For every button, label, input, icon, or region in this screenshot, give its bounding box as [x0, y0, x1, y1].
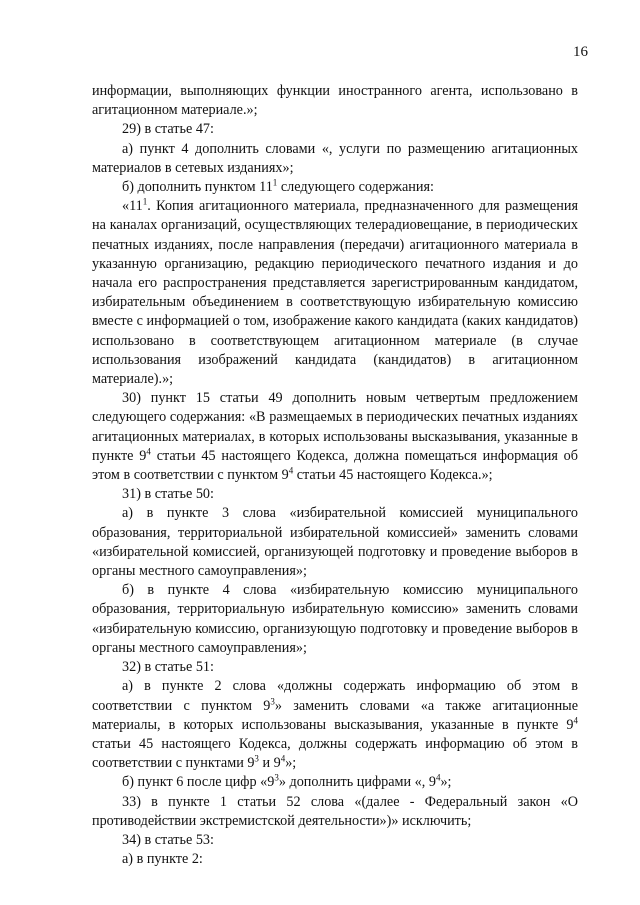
superscript: 3 [254, 753, 259, 764]
text-run: статьи 45 настоящего Кодекса.»; [293, 467, 493, 484]
text-run: б) пункт 6 после цифр «9 [122, 774, 275, 791]
paragraph [92, 677, 578, 773]
text-run: а) пункт 4 дополнить словами «, услуги по размещению агитационных материалов в сетевых изданиях»; [92, 140, 578, 176]
text-run: статьи 45 настоящего Кодекса, должна помещаться информация об этом в соответствии с пунктом 9 [92, 447, 578, 484]
text-run: » дополнить цифрами «, 9 [278, 774, 436, 791]
text-run: а) в пункте 2: [122, 851, 203, 868]
paragraph [92, 504, 578, 581]
superscript: 3 [270, 695, 275, 706]
superscript: 4 [573, 714, 578, 725]
text-run: и 9 [258, 755, 281, 772]
text-run: информации, выполняющих функции иностранного агента, использовано в агитационном материале.»; [92, 83, 578, 119]
text-run: 30) пункт 15 статьи 49 дополнить новым четвертым предложением следующего содержания: «В размещаемых в периодических печатных изданиях агитационных материалах, в которых использованы высказывания, указанные в пункте 9 [92, 390, 578, 464]
superscript: 4 [435, 772, 441, 783]
text-run: »; [285, 755, 297, 772]
text-run: 29) в статье 47: [122, 121, 214, 138]
text-run: 32) в статье 51: [122, 659, 214, 676]
page-number: 16 [573, 44, 588, 60]
text-run: статьи 45 настоящего Кодекса, должны содержать информацию об этом в соответствии с пунктами 9 [92, 735, 578, 772]
text-run: . Копия агитационного материала, предназначенного для размещения на каналах организаций, осуществляющих телерадиовещание, в периодических печатных изданиях, после направления (передачи) агитационного материала в указанную организацию, редакцию периодического печатного издания и до начала его распространения представляется зарегистрированным кандидатом, избирательным объединением в соответствующую избирательную комиссию вместе с информацией о том, изображение какого кандидата (каких кандидатов) использовано в соответствующем агитационном материале (в случае использования изображений кандидата (кандидатов) в агитационном материале).»; [92, 198, 578, 388]
superscript: 1 [272, 177, 278, 188]
paragraph [92, 581, 578, 658]
superscript: 1 [142, 196, 148, 207]
superscript: 4 [288, 465, 294, 476]
text-run: а) в пункте 2 слова «должны содержать информацию об этом в соответствии с пунктом 9 [92, 678, 578, 714]
superscript: 4 [146, 446, 151, 457]
text-run: 33) в пункте 1 статьи 52 слова «(далее - Федеральный закон «О противодействии экстремистской деятельности»)» исключить; [92, 793, 578, 829]
superscript: 4 [280, 753, 286, 764]
paragraph [92, 485, 578, 504]
text-run: а) в пункте 3 слова «избирательной комиссией муниципального образования, территориальной избирательной комиссией» заменить словами «избирательной комиссией, организующей подготовку и проведение выборов в органы местного самоуправления»; [92, 505, 578, 580]
paragraph [92, 197, 578, 389]
paragraph [92, 389, 578, 485]
text-run: «11 [122, 198, 143, 215]
text-run: 31) в статье 50: [122, 486, 214, 503]
paragraph [92, 831, 578, 850]
paragraph [92, 178, 578, 197]
text-run: б) дополнить пунктом 11 [122, 179, 273, 196]
paragraph [92, 120, 578, 139]
paragraph [92, 82, 578, 120]
text-run: » заменить словами «а также агитационные материалы, в которых использованы высказывания, указанные в пункте 9 [92, 697, 578, 733]
text-run: следующего содержания: [277, 179, 434, 196]
paragraph [92, 140, 578, 178]
document-body [92, 82, 578, 869]
paragraph [92, 850, 578, 869]
paragraph [92, 773, 578, 792]
paragraph [92, 793, 578, 831]
text-run: б) в пункте 4 слова «избирательную комиссию муниципального образования, территориальную избирательную комиссию» заменить словами «избирательную комиссию, организующую подготовку и проведение выборов в органы местного самоуправления»; [92, 582, 578, 656]
superscript: 3 [274, 772, 279, 783]
text-run: 34) в статье 53: [122, 831, 214, 848]
paragraph [92, 658, 578, 677]
text-run: »; [440, 774, 452, 791]
